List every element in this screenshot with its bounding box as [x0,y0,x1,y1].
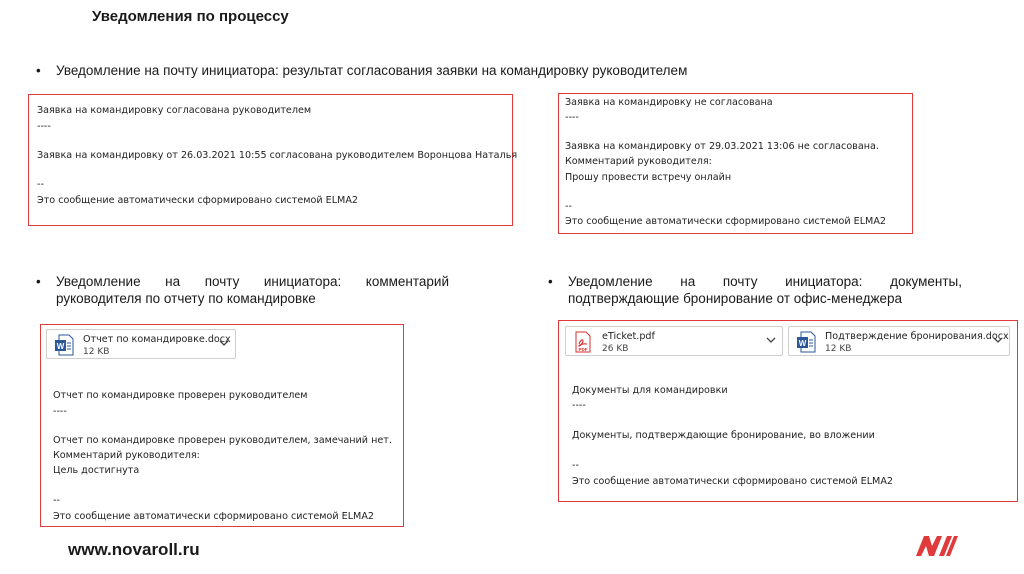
word-doc-icon [796,331,816,356]
email-subject: Документы для командировки [572,385,728,396]
email-body: Заявка на командировку от 26.03.2021 10:55 согласована руководителем Воронцова Наталья [37,150,518,161]
svg-text:W: W [56,342,65,351]
email-signature-separator: -- [572,460,579,471]
pdf-icon [573,331,593,356]
bullet-text-line2: подтверждающие бронирование от офис-менеджера [568,291,903,306]
bullet-text-line1: Уведомление на почту инициатора: документы, [568,274,962,289]
email-footer: Это сообщение автоматически сформировано системой ELMA2 [37,195,359,206]
email-separator: ---- [37,121,51,132]
svg-text:W: W [798,339,807,348]
email-comment: Цель достигнута [53,465,140,476]
novaroll-logo [913,532,959,565]
email-footer: Это сообщение автоматически сформировано системой ELMA2 [565,216,887,227]
bullet-text-line2: руководителя по отчету по командировке [56,291,316,306]
chevron-down-icon[interactable] [766,335,776,348]
attachment-card-pdf[interactable] [565,326,783,356]
email-comment-label: Комментарий руководителя: [565,156,712,167]
email-body: Отчет по командировке проверен руководителем, замечаний нет. [53,435,392,446]
email-signature-separator: -- [53,495,60,506]
email-body: Документы, подтверждающие бронирование, во вложении [572,430,875,441]
attachment-name: Подтверждение бронирования.docx [825,331,1009,342]
email-separator: ---- [53,406,67,417]
footer-url[interactable]: www.novaroll.ru [68,540,200,559]
email-body: Заявка на командировку от 29.03.2021 13:06 не согласована. [565,141,879,152]
attachment-card-docx[interactable] [788,326,1010,356]
email-report [40,324,404,527]
attachment-size: 12 KB [825,344,852,354]
email-approved [28,94,518,226]
word-doc-icon [54,334,74,359]
email-subject: Заявка на командировку не согласована [565,97,773,108]
chevron-down-icon[interactable] [993,335,1003,348]
email-subject: Отчет по командировке проверен руководителем [53,390,308,401]
bullet-booking-docs [548,273,962,307]
bullet-report-comment [36,273,449,307]
bullet-dot: • [548,274,553,289]
email-booking-docs [558,320,1018,502]
attachment-card[interactable] [46,329,236,359]
email-signature-separator: -- [565,201,572,212]
email-comment: Прошу провести встречу онлайн [565,172,732,183]
bullet-approval-result [36,62,776,79]
email-separator: ---- [565,112,579,123]
email-rejected [558,93,913,234]
bullet-dot: • [36,63,41,78]
email-comment-label: Комментарий руководителя: [53,450,200,461]
slide-title: Уведомления по процессу [92,8,289,25]
bullet-dot: • [36,274,41,289]
attachment-name: Отчет по командировке.docx [83,334,231,345]
attachment-size: 12 KB [83,347,110,357]
chevron-down-icon[interactable] [219,338,229,351]
email-subject: Заявка на командировку согласована руководителем [37,105,312,116]
attachment-name: eTicket.pdf [602,331,655,342]
bullet-text: Уведомление на почту инициатора: результат согласования заявки на командировку руководителем [56,63,688,78]
bullet-text-line1: Уведомление на почту инициатора: комментарий [56,274,449,289]
email-footer: Это сообщение автоматически сформировано системой ELMA2 [572,476,894,487]
attachment-size: 26 KB [602,344,629,354]
email-signature-separator: -- [37,179,44,190]
email-separator: ---- [572,400,586,411]
svg-text:PDF: PDF [578,347,588,352]
email-footer: Это сообщение автоматически сформировано системой ELMA2 [53,511,375,522]
